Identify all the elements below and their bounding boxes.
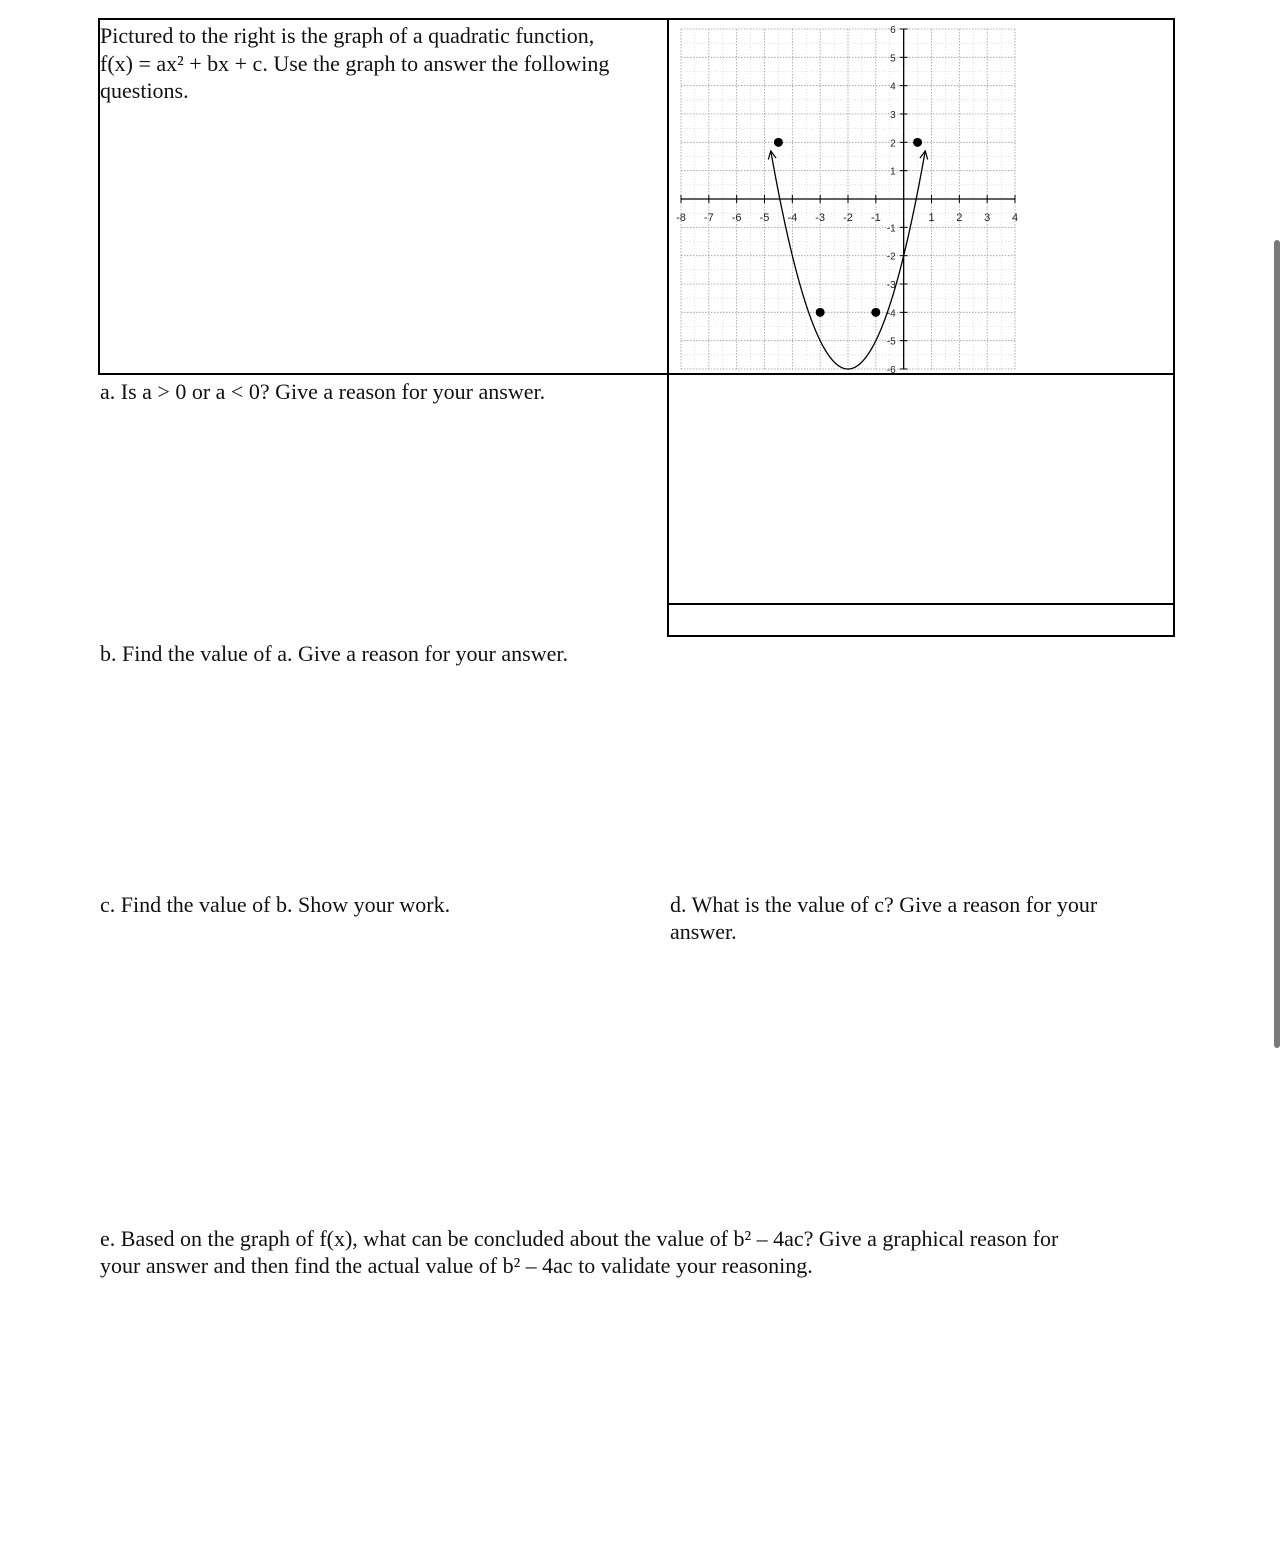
frame-mid-horizontal	[98, 373, 1175, 375]
x-tick-label: -2	[843, 212, 853, 224]
question-a: a. Is a > 0 or a < 0? Give a reason for your answer.	[100, 379, 546, 404]
x-tick-label: -6	[731, 212, 742, 224]
y-tick-label: 1	[890, 166, 896, 178]
y-tick-label: 2	[890, 138, 896, 150]
intro-line-2: f(x) = ax² + bx + c. Use the graph to answer the following	[100, 50, 610, 76]
x-tick-label: -4	[787, 212, 798, 224]
x-tick-label: -3	[815, 212, 826, 224]
x-tick-label: -7	[703, 212, 714, 224]
frame-lower-horizontal	[667, 603, 1175, 605]
question-e-line-1: e. Based on the graph of f(x), what can be concluded about the value of b² – 4ac? Give a graphical reason for	[100, 1226, 1059, 1251]
y-tick-label: -3	[886, 280, 896, 291]
x-tick-label: -8	[676, 212, 686, 224]
y-tick-label: -5	[886, 336, 896, 348]
question-d-line-2: answer.	[670, 919, 737, 944]
x-tick-label: -1	[870, 212, 881, 224]
question-c: c. Find the value of b. Show your work.	[100, 892, 451, 917]
y-tick-label: 3	[890, 110, 896, 121]
question-d	[670, 891, 1150, 945]
scrollbar[interactable]	[1274, 240, 1280, 1048]
y-tick-label: 4	[890, 81, 896, 93]
highlighted-point	[871, 308, 880, 317]
highlighted-point	[774, 138, 783, 147]
highlighted-point	[816, 308, 825, 317]
y-tick-label: 5	[890, 53, 896, 65]
x-tick-label: 1	[928, 212, 935, 224]
frame-right	[1173, 18, 1175, 637]
x-tick-label: 3	[984, 212, 991, 224]
x-tick-label: 2	[956, 212, 963, 224]
frame-middle	[667, 18, 669, 637]
frame-bottom	[667, 635, 1175, 637]
frame-top	[98, 18, 1175, 20]
intro-line-3: questions.	[100, 78, 189, 103]
highlighted-point	[913, 138, 922, 147]
y-tick-label: -4	[886, 308, 896, 320]
question-d-line-1: d. What is the value of c? Give a reason for your	[670, 892, 1098, 917]
x-tick-label: 4	[1011, 212, 1019, 224]
intro-text	[100, 22, 660, 105]
y-tick-label: -1	[886, 223, 896, 235]
y-tick-label: 6	[890, 25, 896, 36]
y-tick-label: -6	[886, 365, 896, 376]
quadratic-graph	[676, 25, 1019, 376]
question-e-line-2: your answer and then find the actual value of b² – 4ac to validate your reasoning.	[100, 1253, 813, 1278]
question-e	[100, 1225, 1180, 1279]
x-tick-label: -5	[759, 212, 770, 224]
y-tick-label: -2	[886, 251, 896, 263]
question-b: b. Find the value of a. Give a reason for your answer.	[100, 641, 568, 666]
intro-line-1: Pictured to the right is the graph of a quadratic function,	[100, 23, 595, 48]
